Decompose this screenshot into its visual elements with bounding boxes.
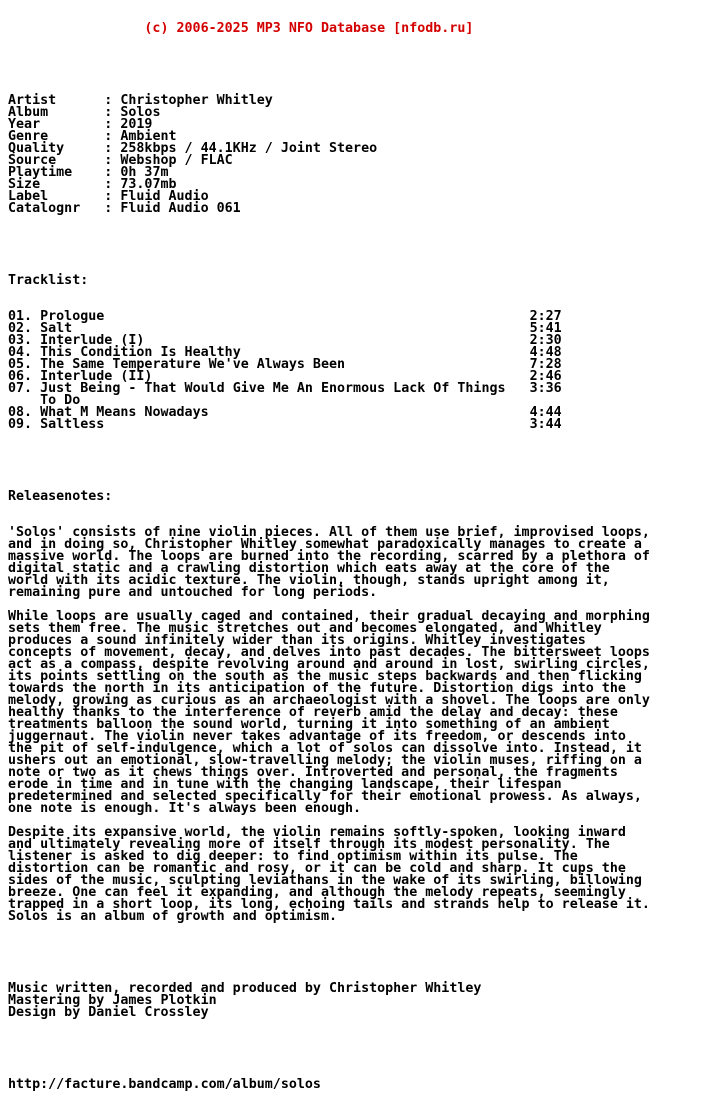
releasenotes-line: sets them free. The music stretches out and becomes elongated, and Whitley — [8, 621, 602, 636]
releasenotes-line: ushers out an emotional, slow-travelling melody; the violin muses, riffing on a — [8, 753, 642, 768]
track-row — [8, 383, 650, 395]
tracklist — [8, 311, 650, 431]
track-title: Interlude (II) — [40, 369, 530, 384]
info-value: Ambient — [120, 129, 177, 144]
track-number: 07. — [8, 381, 41, 396]
track-title: This Condition Is Healthy — [40, 345, 530, 360]
releasenotes — [8, 527, 650, 923]
track-title: The Same Temperature We've Always Been — [40, 357, 530, 372]
track-time: 4:48 — [529, 345, 562, 360]
releasenotes-line: melody, growing as curious as an archaeologist with a shovel. The loops are only — [8, 693, 650, 708]
info-value: 2019 — [120, 117, 153, 132]
track-time: 2:30 — [529, 333, 562, 348]
info-key: Quality : — [8, 141, 121, 156]
releasenotes-line: trapped in a short loop, its long, echoing tails and strands help to release it. — [8, 897, 650, 912]
release-info — [8, 95, 650, 215]
releasenotes-line: erode in time and in tune with the changing landscape, their lifespan — [8, 777, 562, 792]
bandcamp-link[interactable]: http://facture.bandcamp.com/album/solos — [8, 1077, 321, 1092]
releasenotes-line: massive world. The loops are burned into the recording, scarred by a plethora of — [8, 549, 650, 564]
credits — [8, 983, 650, 1019]
info-key: Source : — [8, 153, 121, 168]
releasenotes-line: sides of the music, sculpting leviathans in the wake of its swirling, billowing — [8, 873, 642, 888]
track-number: 03. — [8, 333, 41, 348]
releasenotes-line: and in doing so, Christopher Whitley somewhat paradoxically manages to create a — [8, 537, 642, 552]
track-time: 3:44 — [529, 417, 562, 432]
nfo-document — [8, 0, 650, 1103]
track-number: 09. — [8, 417, 41, 432]
tracklist-heading: Tracklist: — [8, 273, 89, 288]
releasenotes-line: breeze. One can feel it expanding, and although the melody repeats, seemingly — [8, 885, 626, 900]
copyright-header: (c) 2006-2025 MP3 NFO Database [nfodb.ru] — [8, 21, 474, 36]
info-row — [8, 203, 650, 215]
spacer — [8, 455, 650, 467]
info-value: Christopher Whitley — [120, 93, 273, 108]
releasenotes-line: distortion can be romantic and rosy, or it can be cold and sharp. It cups the — [8, 861, 626, 876]
track-time: 5:41 — [529, 321, 562, 336]
releasenotes-line: produces a sound infinitely wider than its origins. Whitley investigates — [8, 633, 586, 648]
releasenotes-line: treatments balloon the sound world, turning it into something of an ambient — [8, 717, 610, 732]
info-key: Catalognr : — [8, 201, 121, 216]
track-number: 04. — [8, 345, 41, 360]
releasenotes-line: world with its acidic texture. The violin, though, stands upright among it, — [8, 573, 610, 588]
releasenotes-line: Solos is an album of growth and optimism. — [8, 909, 337, 924]
track-time: 7:28 — [529, 357, 562, 372]
track-time: 3:36 — [529, 381, 562, 396]
track-title: Interlude (I) — [40, 333, 530, 348]
track-number: 05. — [8, 357, 41, 372]
spacer — [8, 239, 650, 251]
releasenotes-line: one note is enough. It's always been enough. — [8, 801, 362, 816]
spacer — [8, 947, 650, 959]
releasenotes-line: While loops are usually caged and contained, their gradual decaying and morphing — [8, 609, 650, 624]
releasenotes-line: Despite its expansive world, the violin remains softly-spoken, looking inward — [8, 825, 626, 840]
credit-line: Mastering by James Plotkin — [8, 993, 217, 1008]
releasenotes-line: healthy thanks to the interference of reverb amid the delay and decay: these — [8, 705, 618, 720]
releasenotes-line: the pit of self-indulgence, which a lot of solos can dissolve into. Instead, it — [8, 741, 642, 756]
info-key: Genre : — [8, 129, 121, 144]
info-key: Label : — [8, 189, 121, 204]
info-value: 73.07mb — [120, 177, 177, 192]
info-key: Playtime : — [8, 165, 121, 180]
spacer — [8, 1043, 650, 1055]
releasenotes-line: and ultimately revealing more of itself through its modest personality. The — [8, 837, 610, 852]
info-key: Size : — [8, 177, 121, 192]
info-key: Year : — [8, 117, 121, 132]
track-row-continuation: To Do — [8, 393, 81, 408]
releasenotes-line: juggernaut. The violin never takes advantage of its freedom, or descends into — [8, 729, 626, 744]
track-row — [8, 419, 650, 431]
track-title: Saltless — [40, 417, 530, 432]
releasenotes-line: 'Solos' consists of nine violin pieces. All of them use brief, improvised loops, — [8, 525, 650, 540]
releasenotes-line: predetermined and selected specifically for their emotional prowess. As always, — [8, 789, 642, 804]
track-time: 2:27 — [529, 309, 562, 324]
releasenotes-heading: Releasenotes: — [8, 489, 113, 504]
releasenotes-line: listener is asked to dig deeper: to find optimism within its pulse. The — [8, 849, 578, 864]
track-number: 06. — [8, 369, 41, 384]
track-time: 4:44 — [529, 405, 562, 420]
info-key: Album : — [8, 105, 121, 120]
releasenotes-line: act as a compass, despite revolving around and around in lost, swirling circles, — [8, 657, 650, 672]
credit-line: Music written, recorded and produced by Christopher Whitley — [8, 981, 482, 996]
track-number: 08. — [8, 405, 41, 420]
releasenotes-line: digital static and a crawling distortion which eats away at the core of the — [8, 561, 610, 576]
track-number: 02. — [8, 321, 41, 336]
releasenotes-line: its points settling on the south as the music steps backwards and then flicking — [8, 669, 642, 684]
info-value: Fluid Audio — [120, 189, 209, 204]
releasenotes-line: note or two as it chews things over. Introverted and personal, the fragments — [8, 765, 618, 780]
info-value: Fluid Audio 061 — [120, 201, 241, 216]
credit-line: Design by Daniel Crossley — [8, 1005, 209, 1020]
track-number: 01. — [8, 309, 41, 324]
track-title: Salt — [40, 321, 530, 336]
track-title: Prologue — [40, 309, 530, 324]
info-value: Solos — [120, 105, 161, 120]
info-value: Webshop / FLAC — [120, 153, 233, 168]
track-time: 2:46 — [529, 369, 562, 384]
releasenotes-line: concepts of movement, decay, and delves into past decades. The bittersweet loops — [8, 645, 650, 660]
releasenotes-line: remaining pure and untouched for long periods. — [8, 585, 378, 600]
releasenotes-line: towards the north in its anticipation of the future. Distortion digs into the — [8, 681, 626, 696]
info-value: 0h 37m — [120, 165, 169, 180]
spacer — [8, 59, 650, 71]
info-value: 258kbps / 44.1KHz / Joint Stereo — [120, 141, 378, 156]
track-title: What M Means Nowadays — [40, 405, 530, 420]
track-title: Just Being - That Would Give Me An Enormous Lack Of Things — [40, 381, 530, 396]
info-key: Artist : — [8, 93, 121, 108]
